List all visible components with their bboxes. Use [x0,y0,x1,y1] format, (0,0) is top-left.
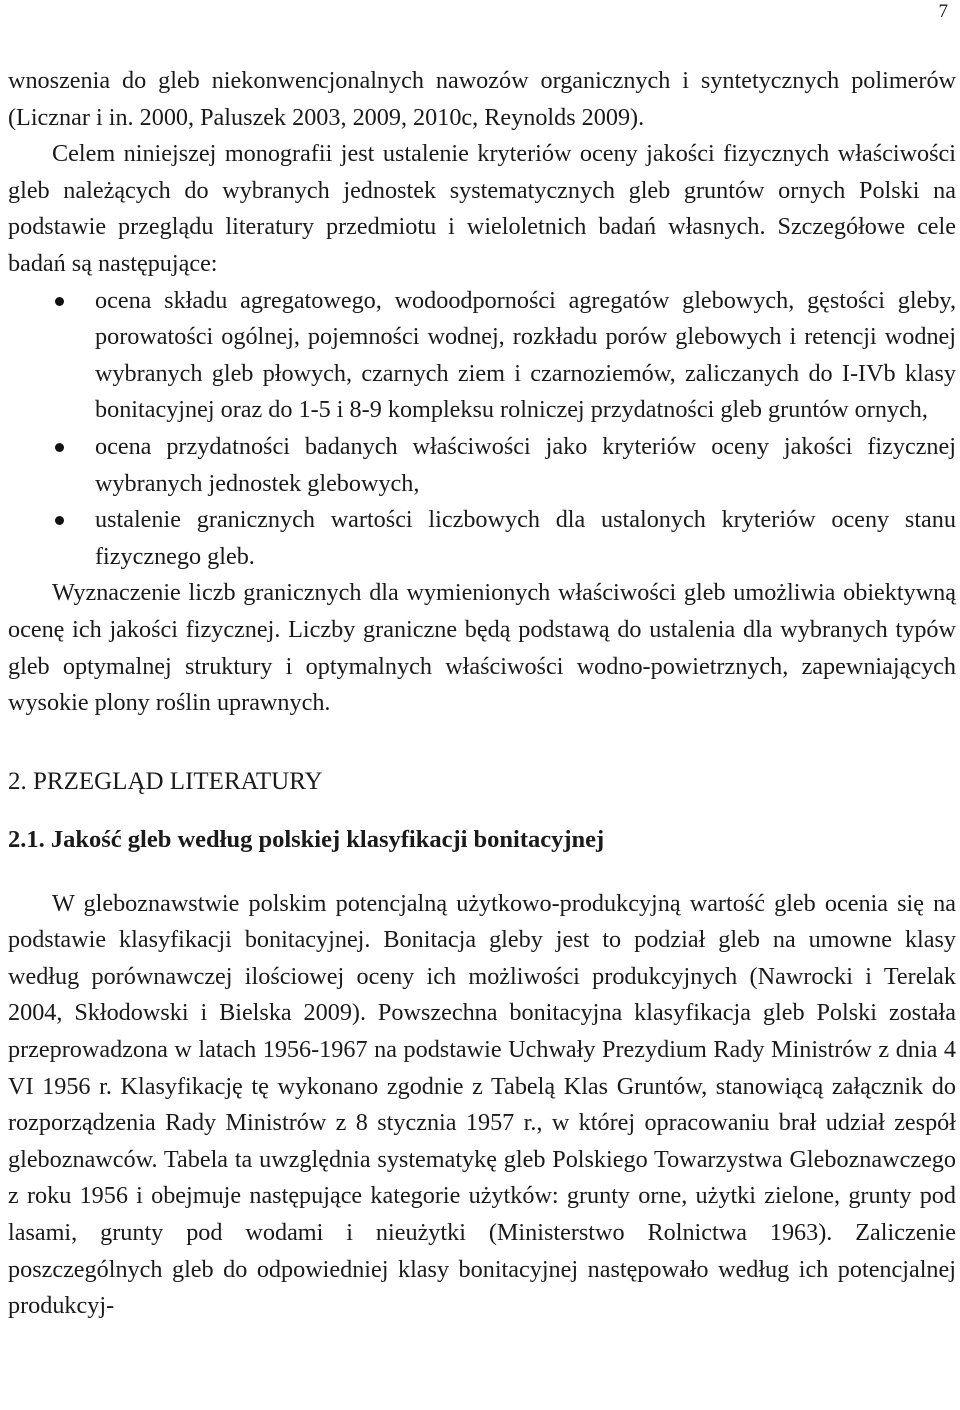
subsection-heading: 2.1. Jakość gleb według polskiej klasyfikacji bonitacyjnej [8,825,605,853]
paragraph-limits: Wyznaczenie liczb granicznych dla wymienionych właściwości gleb umożliwia obiektywną ocenę ich jakości fizycznej. Liczby graniczne będą podstawą do ustalenia dla wybranych typów gleb optymalnej struktury i optymalnych właściwości wodno-powietrznych, zapewniających wysokie plony roślin uprawnych. [8,579,956,717]
list-item [8,283,956,429]
page-number: 7 [938,1,948,22]
bullet-icon [55,443,64,452]
paragraph-intro: wnoszenia do gleb niekonwencjonalnych nawozów organicznych i syntetycznych polimerów (Licznar i in. 2000, Paluszek 2003, 2009, 2010c, Reynolds 2009). [8,67,956,131]
bullet-icon [55,297,64,306]
paragraph-bonitation: W gleboznawstwie polskim potencjalną użytkowo-produkcyjną wartość gleb ocenia się na podstawie klasyfikacji bonitacyjnej. Bonitacja gleby jest to podział gleb na umowne klasy według porównawczej ilościowej oceny ich możliwości produkcyjnych (Nawrocki i Terelak 2004, Skłodowski i Bielska 2009). Powszechna bonitacyjna klasyfikacja gleb Polski została przeprowadzona w latach 1956-1967 na podstawie Uchwały Prezydium Rady Ministrów z dnia 4 VI 1956 r. Klasyfikację tę wykonano zgodnie z Tabelą Klas Gruntów, stanowiącą załącznik do rozporządzenia Rady Ministrów z 8 stycznia 1957 r., w której opracowaniu brał udział zespół gleboznawców. Tabela ta uwzględnia systematykę gleb Polskiego Towarzystwa Gleboznawczego z roku 1956 i obejmuje następujące kategorie użytków: grunty orne, użytki zielone, grunty pod lasami, grunty pod wodami i nieużytki (Ministerstwo Rolnictwa 1963). Zaliczenie poszczególnych gleb do odpowiedniej klasy bonitacyjnej następowało według ich potencjalnej produkcyj- [8,889,956,1320]
list-item [8,429,956,502]
section-heading: 2. PRZEGLĄD LITERATURY [8,767,323,795]
paragraph-goals: Celem niniejszej monografii jest ustalenie kryteriów oceny jakości fizycznych właściwości gleb należących do wybranych jednostek systematycznych gleb gruntów ornych Polski na podstawie przeglądu literatury przedmiotu i wieloletnich badań własnych. Szczegółowe cele badań są następujące: [8,140,956,277]
list-item [8,502,956,575]
goals-list [8,283,956,576]
list-item-text: ocena przydatności badanych właściwości jako kryteriów oceny jakości fizycznej wybranych jednostek glebowych, [95,432,956,497]
bullet-icon [55,516,64,525]
list-item-text: ustalenie granicznych wartości liczbowych dla ustalonych kryteriów oceny stanu fizycznego gleb. [95,506,956,570]
document-body [8,63,956,1325]
list-item-text: ocena składu agregatowego, wodoodporności agregatów glebowych, gęstości gleby, porowatości ogólnej, pojemności wodnej, rozkładu porów glebowych i retencji wodnej wybranych gleb płowych, czarnych ziem i czarnoziemów, zaliczanych do I-IVb klasy bonitacyjnej oraz do 1-5 i 8-9 kompleksu rolniczej przydatności gleb gruntów ornych, [95,286,956,424]
